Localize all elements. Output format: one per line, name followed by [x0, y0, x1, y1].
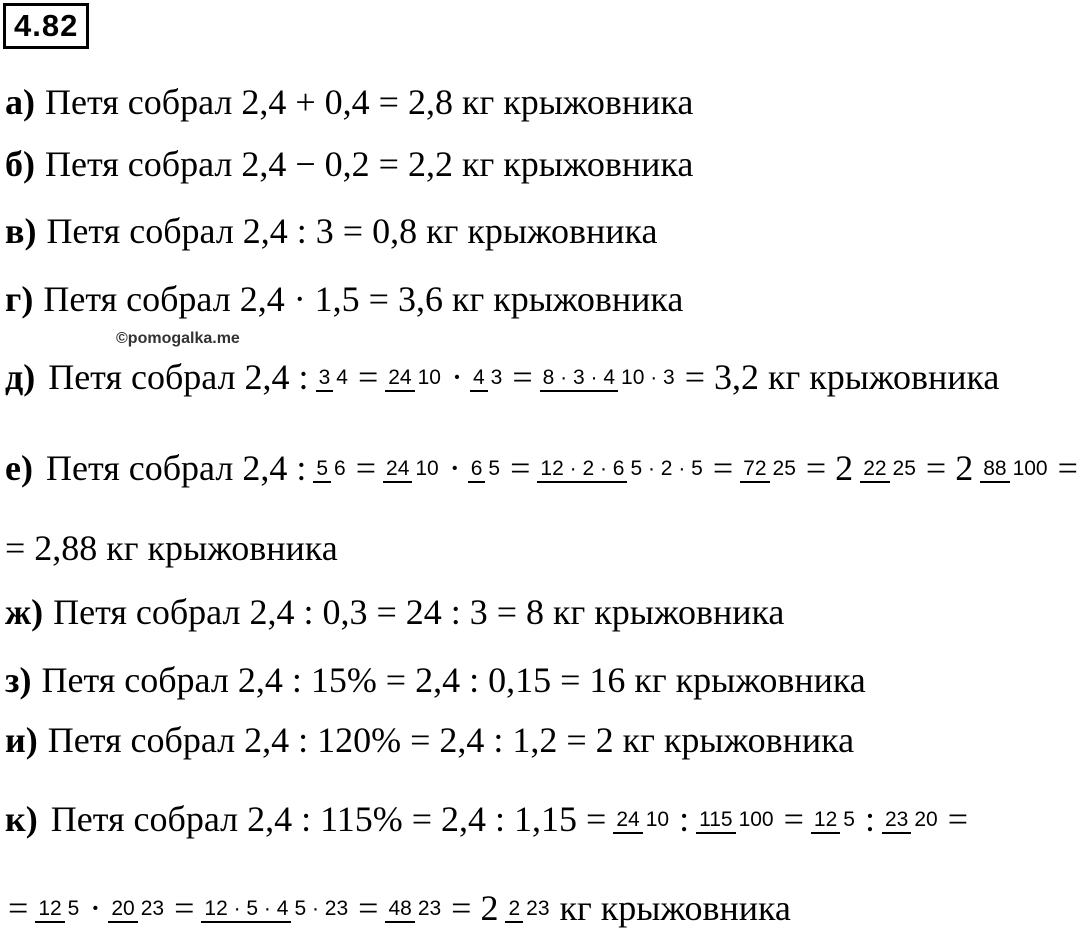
operator: = — [712, 448, 734, 488]
fraction — [35, 896, 82, 921]
operator: = 2 — [925, 448, 974, 488]
solution-line-k-continued — [5, 873, 794, 943]
denominator: 25 — [892, 456, 916, 480]
denominator: 10 — [415, 456, 439, 480]
fraction — [313, 456, 348, 481]
denominator: 10 · 3 — [621, 365, 675, 389]
solution-line-g — [5, 264, 683, 334]
solution-line-a — [5, 67, 693, 137]
operator: = — [783, 799, 804, 839]
denominator: 4 — [336, 365, 348, 389]
solution-line-i — [5, 705, 854, 775]
numerator: 2 — [505, 897, 523, 923]
numerator: 12 — [35, 897, 64, 923]
line-lead: = — [8, 888, 29, 928]
fraction — [385, 896, 444, 921]
fraction — [316, 365, 351, 390]
numerator: 115 — [696, 808, 735, 834]
problem-number: 4.82 — [3, 3, 89, 49]
operator: = — [947, 799, 969, 839]
fraction — [537, 456, 705, 481]
denominator: 5 · 2 · 5 — [630, 456, 703, 480]
operator: · — [448, 448, 461, 488]
line-text: Петя собрал 2,4 − 0,2 = 2,2 кг крыжовника — [45, 144, 694, 184]
item-label: в) — [5, 211, 37, 251]
numerator: 24 — [385, 366, 414, 392]
operator: = — [174, 888, 195, 928]
operator: · — [450, 357, 463, 397]
operator: = 2 — [451, 888, 499, 928]
denominator: 23 — [140, 896, 165, 920]
fraction — [470, 365, 505, 390]
fraction — [882, 807, 941, 832]
denominator: 100 — [738, 807, 774, 831]
denominator: 5 — [843, 807, 855, 831]
fraction — [201, 896, 351, 921]
operator: = — [512, 357, 533, 397]
fraction — [505, 896, 552, 921]
watermark: ©pomogalka.me — [116, 330, 240, 347]
denominator: 10 — [645, 807, 670, 831]
item-label: г) — [5, 279, 34, 319]
operator: = — [510, 448, 531, 488]
line-text: Петя собрал 2,4 : 3 = 0,8 кг крыжовника — [46, 211, 658, 251]
line-text: Петя собрал 2,4 : 0,3 = 24 : 3 = 8 кг крыжовника — [53, 592, 785, 632]
denominator: 20 — [914, 807, 938, 831]
solution-line-zh — [5, 577, 784, 647]
solution-line-v — [5, 196, 657, 266]
fraction — [108, 896, 167, 921]
line-text: Петя собрал 2,4 : 15% = 2,4 : 0,15 = 16 кг крыжовника — [41, 660, 866, 700]
fraction — [383, 456, 442, 481]
fraction — [468, 456, 503, 481]
operator: = — [357, 357, 379, 397]
operator: : — [864, 799, 875, 839]
denominator: 5 — [67, 896, 80, 920]
line-tail: = 3,2 кг крыжовника — [684, 357, 1000, 397]
numerator: 23 — [882, 808, 911, 834]
item-label: и) — [5, 720, 38, 760]
numerator: 88 — [980, 457, 1009, 483]
solution-line-e-continued — [5, 513, 338, 583]
fraction — [385, 365, 444, 390]
numerator: 72 — [740, 457, 769, 483]
solution-line-e — [5, 433, 1081, 503]
line-text: = 2,88 кг крыжовника — [5, 528, 338, 568]
fraction — [811, 807, 858, 832]
fraction — [540, 365, 678, 390]
numerator: 5 — [313, 457, 331, 483]
line-text: Петя собрал 2,4 : 120% = 2,4 : 1,2 = 2 кг крыжовника — [47, 720, 855, 760]
operator: = — [358, 888, 379, 928]
item-label: а) — [5, 82, 35, 122]
line-lead: Петя собрал 2,4 : — [48, 357, 309, 397]
denominator: 25 — [772, 456, 796, 480]
denominator: 100 — [1012, 456, 1048, 480]
operator: = — [355, 448, 377, 488]
item-label: е) — [5, 448, 33, 488]
operator: · — [89, 888, 102, 928]
denominator: 23 — [526, 896, 550, 920]
denominator: 5 — [488, 456, 501, 480]
item-label: б) — [5, 144, 35, 184]
line-text: Петя собрал 2,4 + 0,4 = 2,8 кг крыжовника — [45, 82, 694, 122]
solution-line-d — [5, 342, 1002, 412]
numerator: 4 — [470, 366, 488, 392]
numerator: 12 · 5 · 4 — [201, 897, 291, 923]
line-lead: Петя собрал 2,4 : — [45, 448, 307, 488]
item-label: ж) — [5, 592, 44, 632]
item-label: д) — [5, 357, 36, 397]
fraction — [740, 456, 799, 481]
denominator: 6 — [334, 456, 346, 480]
fraction — [613, 807, 672, 832]
numerator: 6 — [468, 457, 486, 483]
line-text: Петя собрал 2,4 · 1,5 = 3,6 кг крыжовника — [43, 279, 684, 319]
fraction — [860, 456, 919, 481]
line-tail: кг крыжовника — [559, 888, 791, 928]
numerator: 20 — [108, 897, 137, 923]
solution-line-b — [5, 129, 693, 199]
line-lead: Петя собрал 2,4 : 115% = 2,4 : 1,15 = — [50, 799, 607, 839]
numerator: 24 — [613, 808, 642, 834]
denominator: 23 — [417, 896, 442, 920]
numerator: 3 — [316, 366, 334, 392]
numerator: 48 — [385, 897, 414, 923]
fraction — [980, 456, 1050, 481]
denominator: 3 — [490, 365, 503, 389]
item-label: з) — [5, 660, 32, 700]
denominator: 5 · 23 — [294, 896, 349, 920]
operator: : — [679, 799, 690, 839]
numerator: 24 — [383, 457, 412, 483]
numerator: 12 · 2 · 6 — [537, 457, 627, 483]
operator: = 2 — [805, 448, 854, 488]
numerator: 8 · 3 · 4 — [540, 366, 618, 392]
solution-line-k — [5, 784, 971, 854]
numerator: 22 — [860, 457, 889, 483]
operator: = — [1057, 448, 1078, 488]
denominator: 10 — [417, 365, 441, 389]
item-label: к) — [5, 799, 38, 839]
fraction — [696, 807, 777, 832]
numerator: 12 — [811, 808, 840, 834]
